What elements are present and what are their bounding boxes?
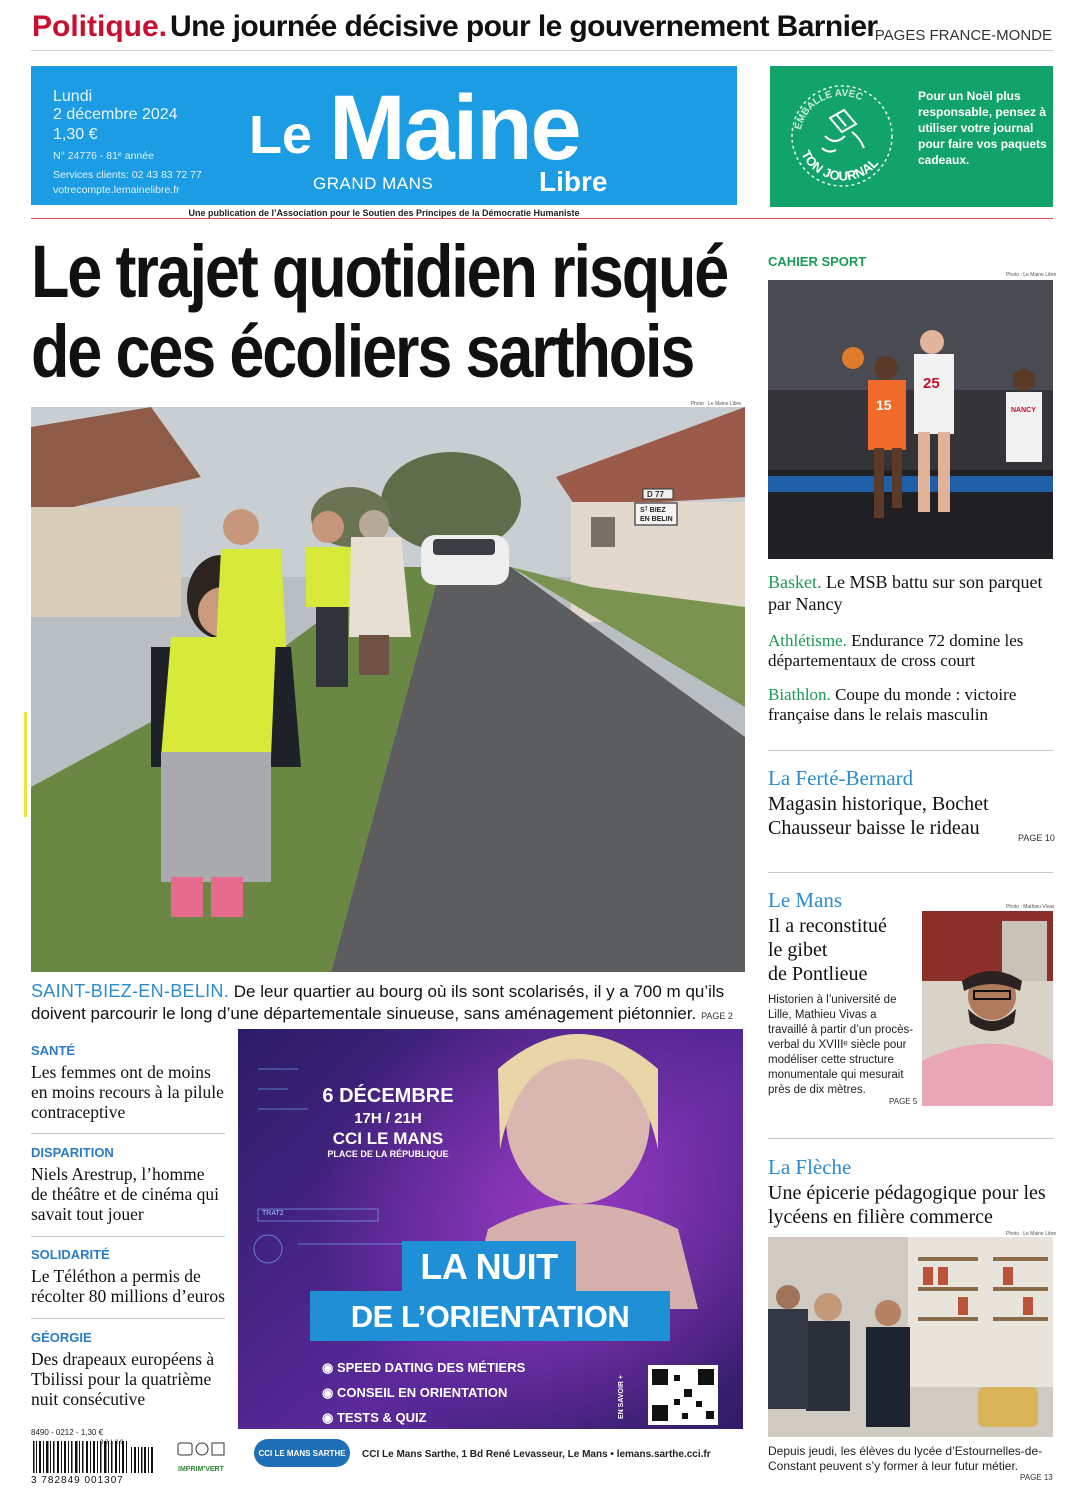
- advert-info: [308, 1085, 468, 1159]
- sport-item[interactable]: [768, 631, 1053, 671]
- road-sign-line2: EN BELIN: [640, 516, 673, 523]
- lead-headline[interactable]: [31, 230, 728, 393]
- barcode-addon: 0 2 1 2 9: [100, 1440, 124, 1446]
- cci-logo: CCI LE MANS SARTHE: [254, 1439, 350, 1467]
- column-rule: [768, 872, 1053, 873]
- advert-place: PLACE DE LA RÉPUBLIQUE: [327, 1149, 449, 1159]
- advert-list-item: ◉ TESTS & QUIZ: [322, 1410, 427, 1425]
- advert-footer[interactable]: CCI Le Mans Sarthe, 1 Bd René Levasseur, Le Mans • lemans.sarthe.cci.fr: [362, 1449, 711, 1460]
- masthead-rule: [31, 218, 1053, 219]
- sport-item-kicker: Athlétisme.: [768, 631, 847, 650]
- story-kicker: La Ferté-Bernard: [768, 766, 914, 790]
- masthead-issue: N° 24776 - 81ᵉ année: [53, 150, 154, 162]
- caption-place: SAINT-BIEZ-EN-BELIN.: [31, 981, 230, 1001]
- story-kicker: Le Mans: [768, 888, 843, 912]
- logo-le: Le: [249, 105, 313, 165]
- gift-badge-icon: [770, 66, 910, 207]
- masthead-full-date: 2 décembre 2024: [53, 106, 178, 123]
- road-sign-number: D 77: [647, 490, 664, 499]
- masthead-price: 1,30 €: [53, 126, 98, 143]
- story-page[interactable]: PAGE 5: [889, 1097, 918, 1106]
- barcode-digits: 3 782849 001307: [31, 1475, 124, 1486]
- sport-item[interactable]: [768, 571, 1053, 615]
- recycle-icons: [176, 1442, 226, 1456]
- story-page[interactable]: PAGE 13: [1020, 1473, 1053, 1482]
- sport-section-label[interactable]: CAHIER SPORT: [768, 254, 867, 269]
- caption-text: De leur quartier au bourg où ils sont scolarisés, il y a 700 m qu’ils doivent parcourir le long d’une départementale sinueuse, sans aménagement piétonnier.: [31, 982, 725, 1023]
- story-title-line: le gibet: [768, 939, 828, 961]
- fleche-photo-illustration: [768, 1237, 1053, 1437]
- promo-text: Pour un Noël plus responsable, pensez à utiliser votre journal pour faire vos paquets cadeaux.: [918, 89, 1047, 167]
- brief-section: SANTÉ: [31, 1043, 76, 1058]
- brief[interactable]: [31, 1145, 225, 1224]
- brief[interactable]: [31, 1330, 225, 1409]
- advert-venue: CCI LE MANS: [332, 1129, 444, 1148]
- brief-rule: [31, 1236, 225, 1237]
- jersey-number-2: 25: [923, 375, 940, 392]
- brief-section: SOLIDARITÉ: [31, 1247, 110, 1262]
- sport-item-text: Endurance 72 domine les départementaux de cross court: [768, 631, 1024, 670]
- lead-headline-line1: Le trajet quotidien risqué: [31, 230, 728, 313]
- story-title-line: Il a reconstitué: [768, 915, 887, 937]
- brief-rule: [31, 1133, 225, 1134]
- advert-more[interactable]: EN SAVOIR +: [618, 1374, 625, 1419]
- sport-photo-illustration: [768, 280, 1053, 559]
- lemans-photo-credit: Photo : Mathieu Vivas: [1006, 904, 1055, 910]
- masthead[interactable]: [31, 66, 737, 205]
- column-rule: [768, 750, 1053, 751]
- advert-list-item: ◉ SPEED DATING DES MÉTIERS: [322, 1360, 526, 1375]
- brief-section: DISPARITION: [31, 1145, 114, 1160]
- advert-hours: 17H / 21H: [354, 1110, 422, 1127]
- story-fleche[interactable]: [768, 1155, 1053, 1229]
- sport-item-kicker: Biathlon.: [768, 685, 831, 704]
- story-lemans-text: Historien à l’université de Lille, Mathieu Vivas a travaillé à partir d’un procès-verbal du XVIIIᵉ siècle pour modéliser cette structure monumentale qui mesurait près de dix mètres.: [768, 994, 914, 1096]
- fleche-photo-credit: Photo : Le Maine Libre: [1006, 1231, 1057, 1237]
- sport-item-text: Coupe du monde : victoire française dans le relais masculin: [768, 685, 1017, 724]
- brief-title: Le Téléthon a permis de récolter 80 millions d’euros: [31, 1266, 225, 1306]
- brief-title: Des drapeaux européens à Tbilissi pour la quatrième nuit consécutive: [31, 1349, 215, 1409]
- brief[interactable]: [31, 1043, 225, 1122]
- story-title: [768, 914, 918, 986]
- top-rule: [31, 50, 1053, 51]
- advert-title-2: DE L’ORIENTATION: [350, 1299, 630, 1334]
- lead-photo-illustration: [31, 407, 745, 972]
- jersey-team: NANCY: [1011, 407, 1036, 414]
- caption-page[interactable]: PAGE 2: [701, 1011, 733, 1021]
- margin-marker: [24, 712, 27, 817]
- masthead-subline: Une publication de l’Association pour le Soutien des Principes de la Démocratie Humaniste: [188, 208, 580, 218]
- logo-libre: Libre: [539, 166, 608, 197]
- advert-list-item: ◉ CONSEIL EN ORIENTATION: [322, 1385, 508, 1400]
- top-kicker[interactable]: Politique.: [32, 10, 167, 43]
- lemans-photo[interactable]: [922, 911, 1053, 1106]
- story-title: Une épicerie pédagogique pour les lycéens en filière commerce: [768, 1182, 1046, 1228]
- sport-item-kicker: Basket.: [768, 572, 822, 592]
- fleche-photo[interactable]: [768, 1237, 1053, 1437]
- sport-item-text: Le MSB battu sur son parquet par Nancy: [768, 572, 1043, 614]
- advert-title-1: LA NUIT: [420, 1246, 558, 1287]
- advert[interactable]: [238, 1029, 743, 1483]
- lead-photo-credit: Photo : Le Maine Libre: [690, 401, 741, 407]
- road-sign-line1: Sᵀ BIEZ: [640, 507, 666, 514]
- jersey-number-1: 15: [876, 397, 892, 413]
- top-headline[interactable]: Une journée décisive pour le gouvernement Barnier: [170, 10, 878, 43]
- story-ferte[interactable]: [768, 766, 1053, 840]
- promo-box[interactable]: [770, 66, 1053, 207]
- story-title-line: de Pontlieue: [768, 963, 868, 985]
- brief[interactable]: [31, 1247, 225, 1306]
- top-pages-label: PAGES FRANCE-MONDE: [874, 27, 1052, 44]
- brief-title: Les femmes ont de moins en moins recours à la pilule contraceptive: [31, 1062, 224, 1122]
- masthead-day: Lundi: [53, 88, 93, 105]
- logo-maine: Maine: [329, 77, 580, 179]
- imprim-vert-logo: IMPRIM’VERT: [178, 1466, 224, 1473]
- lead-headline-line2: de ces écoliers sarthois: [31, 310, 694, 393]
- sport-photo-credit: Photo : Le Maine Libre: [1006, 272, 1057, 278]
- masthead-date: [53, 88, 178, 144]
- sport-photo[interactable]: [768, 280, 1053, 559]
- hud-label: TRAT2: [262, 1210, 284, 1217]
- column-rule: [768, 1138, 1053, 1139]
- story-page[interactable]: PAGE 10: [1018, 833, 1055, 843]
- story-kicker: La Flèche: [768, 1155, 852, 1179]
- badge-bottom-text: TON JOURNAL: [798, 147, 882, 184]
- sport-item[interactable]: [768, 685, 1053, 725]
- advert-date: 6 DÉCEMBRE: [322, 1085, 454, 1107]
- story-title: Magasin historique, Bochet Chausseur baisse le rideau: [768, 793, 989, 839]
- barcode-code: 8490 - 0212 - 1,30 €: [31, 1428, 104, 1437]
- lemans-photo-illustration: [922, 911, 1053, 1106]
- brief-title: Niels Arestrup, l’homme de théâtre et de cinéma qui savait tout jouer: [31, 1164, 220, 1224]
- masthead-web[interactable]: votrecompte.lemainelibre.fr: [53, 184, 180, 196]
- badge-top-text: EMBALLE AVEC: [792, 87, 865, 131]
- fleche-caption: Depuis jeudi, les élèves du lycée d’Estournelles-de-Constant peuvent s’y former à leur futur métier.: [768, 1444, 1043, 1473]
- brief-rule: [31, 1318, 225, 1319]
- lead-caption: [31, 980, 747, 1027]
- story-lemans[interactable]: [768, 888, 918, 986]
- recycle-icon: [176, 1442, 226, 1456]
- edition-label: GRAND MANS: [313, 174, 434, 193]
- masthead-services: Services clients: 02 43 83 72 77: [53, 169, 202, 181]
- brief-section: GÉORGIE: [31, 1330, 92, 1345]
- advert-list: [322, 1355, 525, 1430]
- lead-photo[interactable]: [31, 401, 745, 972]
